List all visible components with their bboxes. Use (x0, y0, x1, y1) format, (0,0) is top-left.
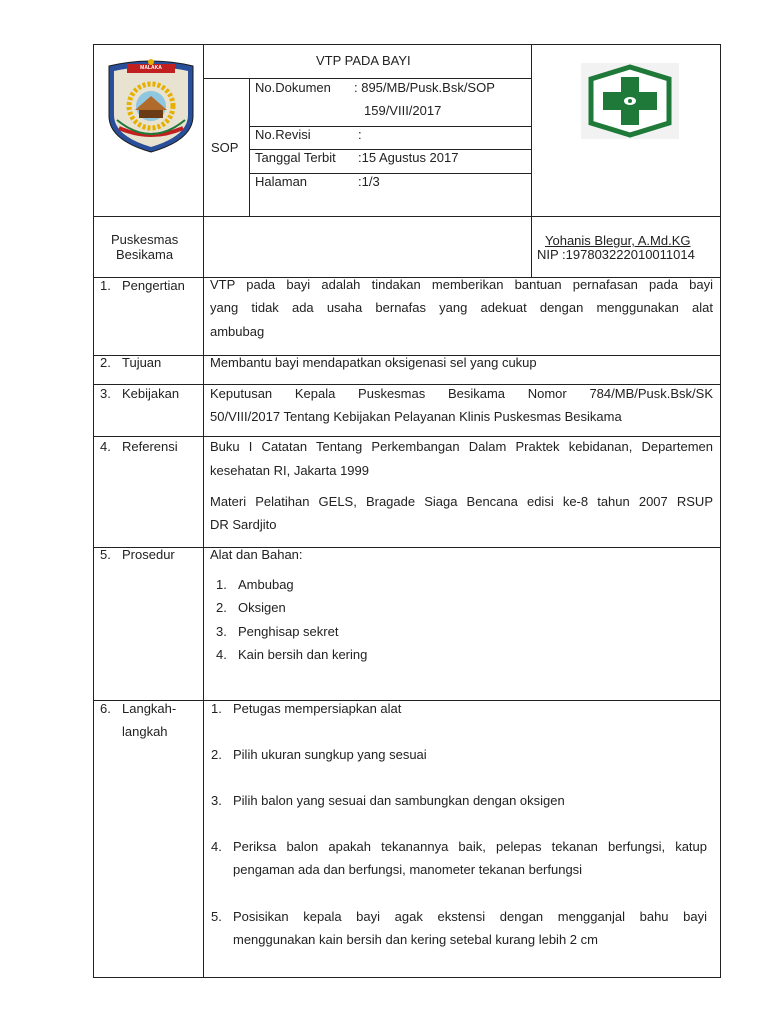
pengertian-line1: VTP pada bayi adalah tindakan memberikan bantuan pernafasan pada bayi (210, 277, 713, 292)
field-value-no-revisi: : (358, 127, 362, 142)
header-bottom-line (93, 216, 721, 217)
section-number: 4. (100, 439, 111, 454)
referensi-1-line2: kesehatan RI, Jakarta 1999 (210, 463, 369, 478)
field-label-no-revisi: No.Revisi (255, 127, 311, 142)
field-value-no-dokumen-cont: 159/VIII/2017 (364, 103, 442, 118)
section-line (93, 700, 721, 701)
field-value-no-dokumen: : 895/MB/Pusk.Bsk/SOP (354, 80, 495, 95)
list-item: Ambubag (238, 577, 294, 592)
referensi-2-line2: DR Sardjito (210, 517, 277, 532)
list-item: Penghisap sekret (238, 624, 339, 639)
section-number: 1. (100, 278, 111, 293)
kebijakan-line1: Keputusan Kepala Puskesmas Besikama Nomor 784/MB/Pusk.Bsk/SK (210, 386, 713, 401)
list-item-number: 3. (216, 624, 227, 639)
district-logo-text: MALAKA (140, 65, 162, 71)
shield-emblem-icon (105, 58, 197, 154)
puskesmas-cross-icon (581, 63, 679, 139)
section-line (93, 547, 721, 548)
section-label-kebijakan: Kebijakan (122, 386, 180, 401)
step-number: 5. (211, 909, 222, 924)
table-border-top (93, 44, 721, 45)
puskesmas-logo (581, 63, 679, 139)
section-label-pengertian: Pengertian (122, 278, 185, 293)
field-label-tanggal-terbit: Tanggal Terbit (255, 150, 336, 165)
section-number: 6. (100, 701, 111, 716)
org-name-line1: Puskesmas (111, 232, 179, 247)
table-border-bottom (93, 977, 721, 978)
section-label-langkah-1: Langkah- (122, 701, 177, 716)
step-number: 4. (211, 839, 222, 854)
step-number: 2. (211, 747, 222, 762)
section-label-tujuan: Tujuan (122, 355, 162, 370)
sop-label: SOP (211, 140, 239, 155)
tujuan-text: Membantu bayi mendapatkan oksigenasi sel yang cukup (210, 355, 537, 370)
column-divider (203, 44, 204, 978)
section-number: 5. (100, 547, 111, 562)
field-label-no-dokumen: No.Dokumen (255, 80, 331, 95)
step-text: Pilih balon yang sesuai dan sambungkan dengan oksigen (233, 793, 565, 808)
signer-name: Yohanis Blegur, A.Md.KG (545, 233, 691, 248)
list-item-number: 4. (216, 647, 227, 662)
title-row-line (203, 78, 531, 79)
prosedur-intro: Alat dan Bahan: (210, 547, 303, 562)
pengertian-line2: yang tidak ada usaha bernafas yang adekuat dengan menggunakan alat (210, 300, 713, 315)
step-text: Periksa balon apakah tekanannya baik, pelepas tekanan berfungsi, katup (233, 839, 707, 854)
list-item: Kain bersih dan kering (238, 647, 368, 662)
header-right-divider (531, 44, 532, 277)
field-value-tanggal-terbit: :15 Agustus 2017 (358, 150, 459, 165)
referensi-1-line1: Buku I Catatan Tentang Perkembangan Dalam Praktek kebidanan, Departemen (210, 439, 713, 454)
step-number: 1. (211, 701, 222, 716)
step-number: 3. (211, 793, 222, 808)
list-item: Oksigen (238, 600, 286, 615)
district-logo (105, 58, 197, 154)
section-label-langkah-2: langkah (122, 724, 168, 739)
step-text: Posisikan kepala bayi agak ekstensi dengan mengganjal bahu bayi (233, 909, 707, 924)
table-border-left (93, 44, 94, 978)
step-text-cont: menggunakan kain bersih dan kering setebal kurang lebih 2 cm (233, 932, 598, 947)
list-item-number: 1. (216, 577, 227, 592)
referensi-2-line1: Materi Pelatihan GELS, Bragade Siaga Bencana edisi ke-8 tahun 2007 RSUP (210, 494, 713, 509)
document-title: VTP PADA BAYI (316, 53, 411, 68)
section-label-referensi: Referensi (122, 439, 178, 454)
section-number: 3. (100, 386, 111, 401)
org-name-line2: Besikama (116, 247, 174, 262)
signer-nip: NIP :197803222010011014 (537, 247, 695, 262)
step-text-cont: pengaman ada dan berfungsi, manometer tekanan berfungsi (233, 862, 583, 877)
field-value-halaman: :1/3 (358, 174, 380, 189)
table-border-right (720, 44, 721, 978)
section-number: 2. (100, 355, 111, 370)
step-text: Pilih ukuran sungkup yang sesuai (233, 747, 427, 762)
step-text: Petugas mempersiapkan alat (233, 701, 402, 716)
kebijakan-line2: 50/VIII/2017 Tentang Kebijakan Pelayanan Klinis Puskesmas Besikama (210, 409, 622, 424)
field-label-halaman: Halaman (255, 174, 308, 189)
section-label-prosedur: Prosedur (122, 547, 175, 562)
list-item-number: 2. (216, 600, 227, 615)
sop-divider (249, 78, 250, 216)
pengertian-line3: ambubag (210, 324, 265, 339)
